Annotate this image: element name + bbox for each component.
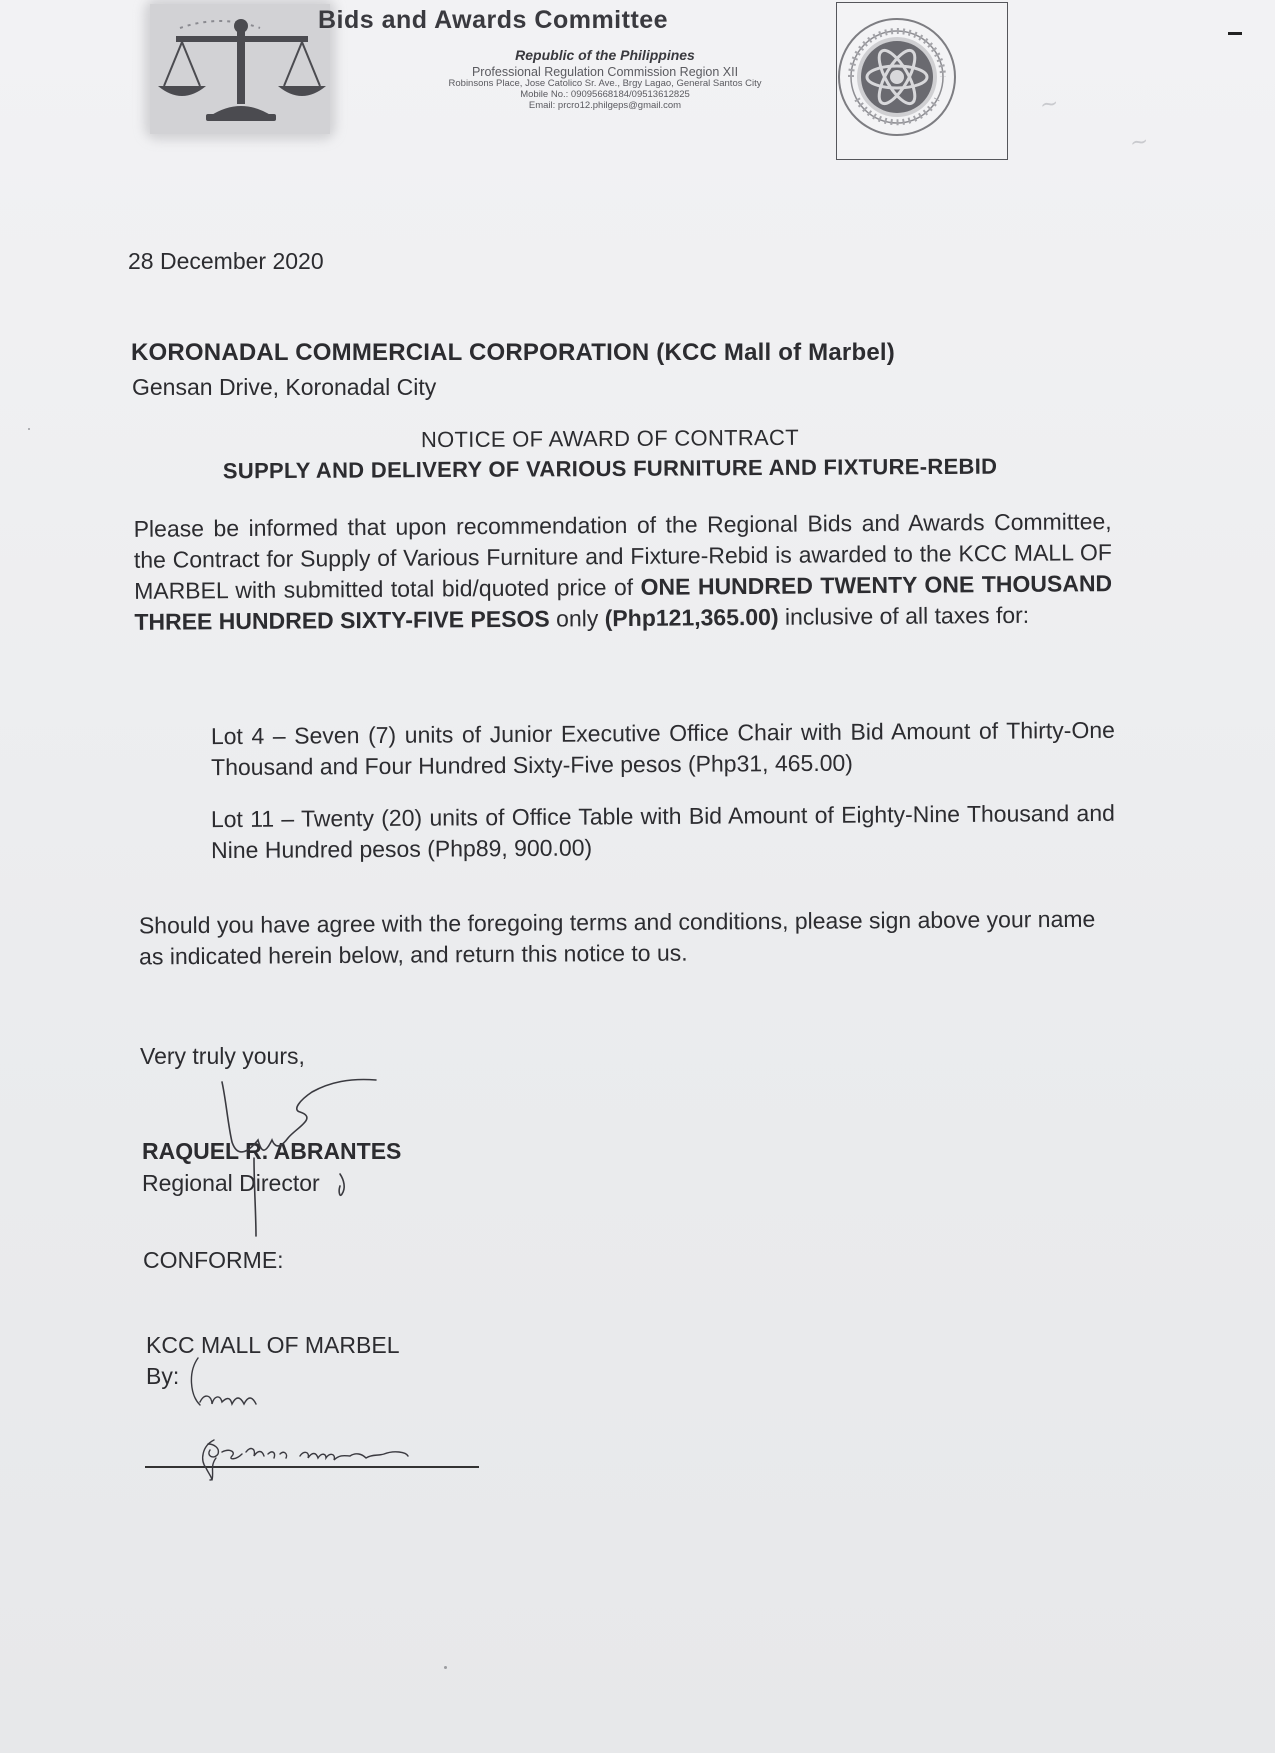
committee-name: Bids and Awards Committee [318,6,669,34]
director-signature [222,1080,376,1237]
letter-date: 28 December 2020 [128,248,324,274]
scan-speck [28,428,30,430]
mobile-line: Mobile No.: 09095668184/09513612825 [520,89,690,100]
conforme-by: By: [146,1363,180,1389]
signatory-name: RAQUEL R. ABRANTES [142,1138,402,1164]
recipient-name: KORONADAL COMMERCIAL CORPORATION (KCC Mall of Marbel) [131,339,895,366]
amount-in-words: ONE HUNDRED TWENTY ONE THOUSAND THREE HUNDRED SIXTY-FIVE PESOS [134,570,1113,635]
email-line: Email: prcro12.philgeps@gmail.com [528,100,682,111]
address-line: Robinsons Place, Jose Catolico Sr. Ave., Brgy Lagao, General Santos City [448,78,762,89]
award-intro: Please be informed that upon recommendation of the Regional Bids and Awards Committee, the Contract for Supply of Various Furniture and Fixture-Rebid is awarded to the KCC MALL OF MARBEL with submitted total bid/quoted price of [133,508,1112,604]
signatory-title: Regional Director [142,1170,320,1196]
office-line: Professional Regulation Commission Region XII [471,65,739,79]
amount-in-figures: (Php121,365.00) [604,603,779,632]
conforme-company: KCC MALL OF MARBEL [146,1332,400,1358]
amount-only: only [549,605,605,632]
closing-paragraph: Should you have agree with the foregoing terms and conditions, please sign above your name as indicated herein below, and return this notice to us. [138,905,1096,970]
republic-line: Republic of the Philippines [515,47,695,63]
award-tail: inclusive of all taxes for: [778,601,1030,630]
recipient-address: Gensan Drive, Koronadal City [132,374,437,400]
bleed-through-mark: ~ [1038,90,1061,119]
notice-subject: SUPPLY AND DELIVERY OF VARIOUS FURNITURE AND FIXTURE-REBID [222,453,998,484]
bleed-through-mark: ~ [1128,128,1151,157]
valediction: Very truly yours, [140,1043,305,1069]
lot-item: Lot 4 – Seven (7) units of Junior Executive Office Chair with Bid Amount of Thirty-One Thousand and Four Hundred Sixty-Five pesos (Php31, 465.00) [210,716,1115,781]
conforme-signature [191,1358,408,1480]
lot-item: Lot 11 – Twenty (20) units of Office Table with Bid Amount of Eighty-Nine Thousand and Nine Hundred pesos (Php89, 900.00) [210,799,1115,864]
conforme-label: CONFORME: [143,1247,284,1273]
scan-speck [444,1666,447,1669]
notice-title: NOTICE OF AWARD OF CONTRACT [420,424,799,453]
